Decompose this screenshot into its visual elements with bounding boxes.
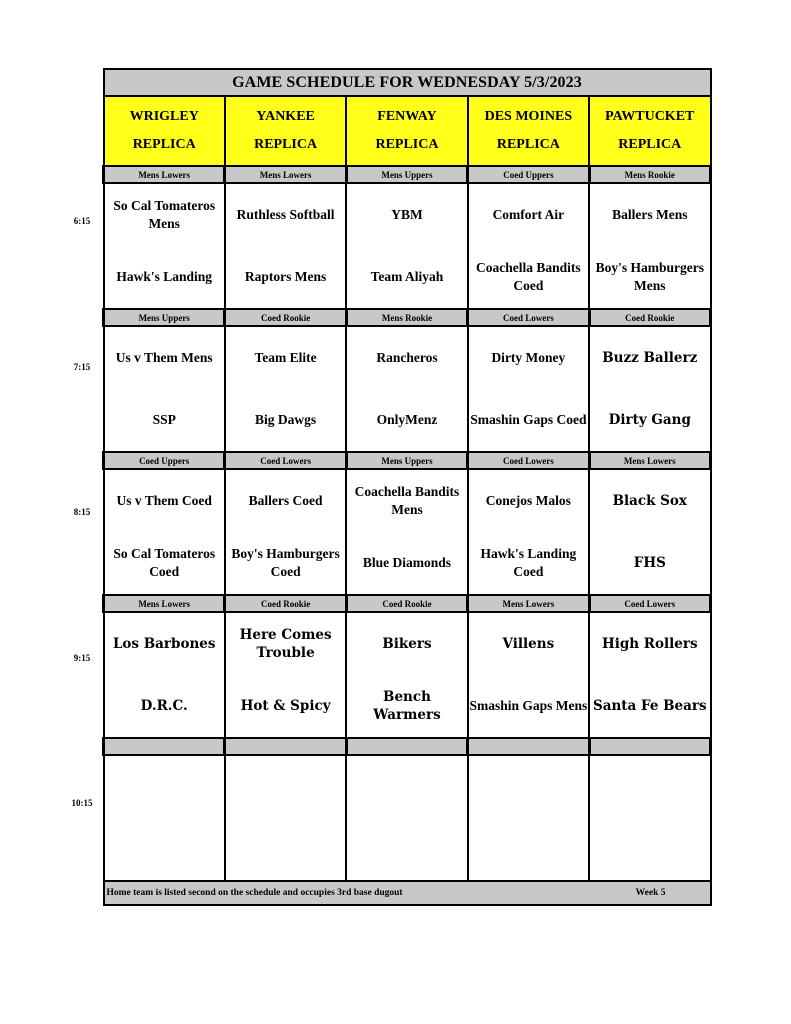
time-label: 6:15: [73, 216, 91, 226]
away-team: So Cal Tomateros Mens: [104, 183, 225, 246]
home-team: Hot & Spicy: [225, 675, 346, 738]
division-label: Mens Lowers: [104, 595, 225, 612]
home-team: So Cal Tomateros Coed: [104, 532, 225, 595]
division-label: Mens Uppers: [104, 309, 225, 326]
division-label: Coed Uppers: [468, 166, 589, 183]
home-team-row: [104, 389, 711, 452]
time-label: 7:15: [73, 362, 91, 372]
division-label: Mens Lowers: [589, 452, 710, 469]
home-team: Bench Warmers: [346, 675, 467, 738]
division-label-empty: [589, 738, 710, 755]
field-header: WRIGLEY REPLICA: [104, 96, 225, 166]
home-team: Raptors Mens: [225, 246, 346, 309]
home-team: OnlyMenz: [346, 389, 467, 452]
division-label: Coed Rookie: [589, 309, 710, 326]
time-label: 10:15: [71, 798, 93, 808]
week-label: Week 5: [635, 888, 666, 898]
footer-note: Home team is listed second on the schedule and occupies 3rd base dugout: [106, 888, 403, 898]
division-label: Mens Rookie: [346, 309, 467, 326]
home-team-row: [104, 532, 711, 595]
home-team: Boy's Hamburgers Coed: [225, 532, 346, 595]
division-label-empty: [225, 738, 346, 755]
schedule-title: GAME SCHEDULE FOR WEDNESDAY 5/3/2023: [104, 69, 711, 96]
footer-cell: [104, 881, 711, 905]
division-label-empty: [346, 738, 467, 755]
division-row: [104, 309, 711, 326]
away-team: Coachella Bandits Mens: [346, 469, 467, 532]
away-team: Bikers: [346, 612, 467, 675]
empty-cell: [104, 755, 225, 881]
away-team: Los Barbones: [104, 612, 225, 675]
home-team: Hawk's Landing Coed: [468, 532, 589, 595]
home-team: Coachella Bandits Coed: [468, 246, 589, 309]
division-label: Mens Lowers: [225, 166, 346, 183]
home-team: D.R.C.: [104, 675, 225, 738]
home-team: Big Dawgs: [225, 389, 346, 452]
home-team: Team Aliyah: [346, 246, 467, 309]
division-label-empty: [104, 738, 225, 755]
empty-cell: [225, 755, 346, 881]
time-label: 8:15: [73, 507, 91, 517]
division-label-empty: [468, 738, 589, 755]
home-team: FHS: [589, 532, 710, 595]
away-team: Rancheros: [346, 326, 467, 389]
field-header: PAWTUCKET REPLICA: [589, 96, 710, 166]
home-team: Dirty Gang: [589, 389, 710, 452]
home-team: Hawk's Landing: [104, 246, 225, 309]
away-team: Black Sox: [589, 469, 710, 532]
away-team: Villens: [468, 612, 589, 675]
home-team: Smashin Gaps Coed: [468, 389, 589, 452]
division-label: Coed Lowers: [225, 452, 346, 469]
away-team-row: [104, 469, 711, 532]
division-label: Mens Lowers: [104, 166, 225, 183]
away-team: Ballers Mens: [589, 183, 710, 246]
away-team: Us v Them Mens: [104, 326, 225, 389]
division-label: Coed Rookie: [225, 595, 346, 612]
field-header: YANKEE REPLICA: [225, 96, 346, 166]
away-team: Comfort Air: [468, 183, 589, 246]
division-label: Mens Uppers: [346, 452, 467, 469]
empty-slot-row: [104, 755, 711, 881]
schedule-table: [102, 68, 712, 906]
away-team: Conejos Malos: [468, 469, 589, 532]
division-row: [104, 166, 711, 183]
field-header-row: [104, 96, 711, 166]
division-label: Coed Lowers: [468, 309, 589, 326]
division-row-empty: [104, 738, 711, 755]
away-team-row: [104, 183, 711, 246]
division-label: Mens Uppers: [346, 166, 467, 183]
field-header: FENWAY REPLICA: [346, 96, 467, 166]
away-team: Buzz Ballerz: [589, 326, 710, 389]
division-row: [104, 452, 711, 469]
away-team: Team Elite: [225, 326, 346, 389]
division-row: [104, 595, 711, 612]
division-label: Coed Lowers: [589, 595, 710, 612]
footer-row: [104, 881, 711, 905]
home-team-row: [104, 246, 711, 309]
division-label: Mens Lowers: [468, 595, 589, 612]
home-team: SSP: [104, 389, 225, 452]
home-team: Boy's Hamburgers Mens: [589, 246, 710, 309]
away-team: Ballers Coed: [225, 469, 346, 532]
home-team: Smashin Gaps Mens: [468, 675, 589, 738]
away-team-row: [104, 612, 711, 675]
time-label: 9:15: [73, 653, 91, 663]
away-team: Here Comes Trouble: [225, 612, 346, 675]
away-team: Dirty Money: [468, 326, 589, 389]
division-label: Coed Lowers: [468, 452, 589, 469]
empty-cell: [468, 755, 589, 881]
title-row: [104, 69, 711, 96]
home-team: Santa Fe Bears: [589, 675, 710, 738]
division-label: Coed Uppers: [104, 452, 225, 469]
away-team: Ruthless Softball: [225, 183, 346, 246]
division-label: Mens Rookie: [589, 166, 710, 183]
field-header: DES MOINES REPLICA: [468, 96, 589, 166]
empty-cell: [589, 755, 710, 881]
empty-cell: [346, 755, 467, 881]
away-team: YBM: [346, 183, 467, 246]
away-team: Us v Them Coed: [104, 469, 225, 532]
home-team-row: [104, 675, 711, 738]
away-team-row: [104, 326, 711, 389]
home-team: Blue Diamonds: [346, 532, 467, 595]
division-label: Coed Rookie: [225, 309, 346, 326]
division-label: Coed Rookie: [346, 595, 467, 612]
away-team: High Rollers: [589, 612, 710, 675]
